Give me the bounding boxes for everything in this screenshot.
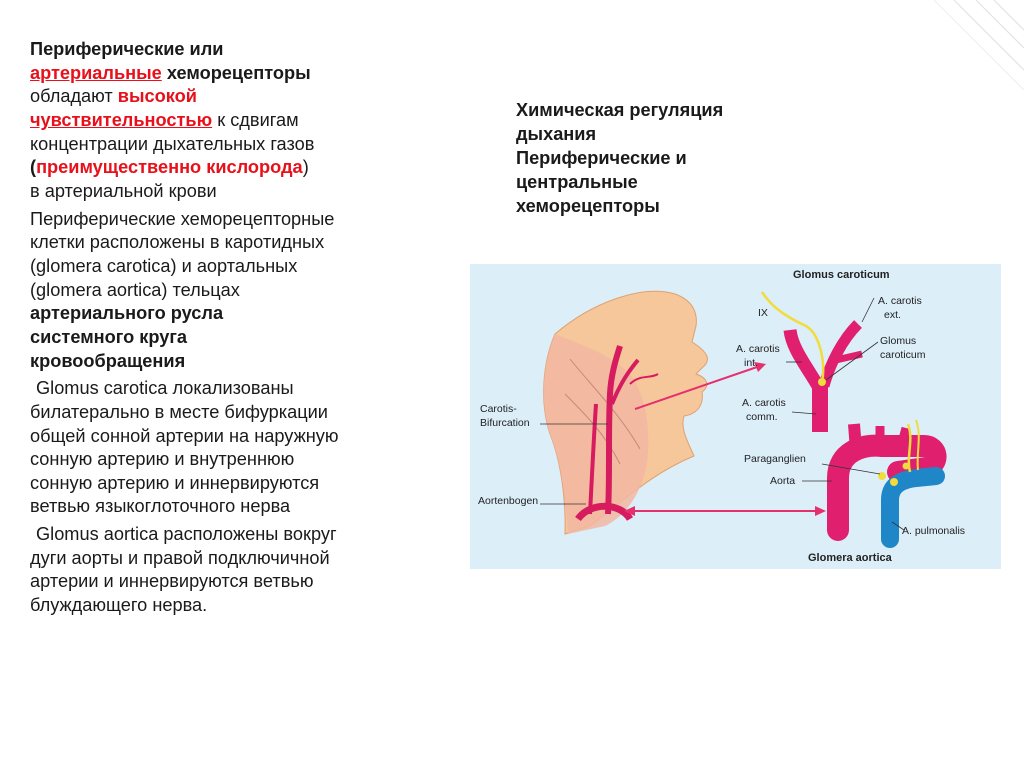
text-line: сонную артерию и иннервируются bbox=[30, 472, 320, 493]
label-a-carotis-comm-2: comm. bbox=[746, 411, 778, 423]
label-a-pulmonalis: A. pulmonalis bbox=[902, 525, 966, 537]
text-line: артериального русла bbox=[30, 303, 224, 324]
text-line: Периферические хеморецепторные bbox=[30, 208, 335, 229]
text-line: концентрации дыхательных газов bbox=[30, 133, 315, 154]
paragraph-location bbox=[30, 208, 460, 374]
text-line: Периферические или bbox=[30, 39, 224, 59]
label-glomus-caroticum-2: caroticum bbox=[880, 349, 926, 361]
label-a-carotis-comm: A. carotis bbox=[742, 397, 786, 409]
paraganglion bbox=[890, 478, 898, 486]
label-glomus-caroticum: Glomus bbox=[880, 335, 917, 347]
brachiocephalic-trunk bbox=[854, 424, 856, 450]
text-line: Glomus aortica расположены вокруг bbox=[36, 524, 337, 545]
label-a-carotis-ext-2: ext. bbox=[884, 309, 901, 321]
paragraph-chemoreceptors bbox=[30, 38, 460, 204]
anatomy-figure bbox=[470, 264, 1001, 569]
text-line: клетки расположены в каротидных bbox=[30, 232, 325, 253]
text-line: (glomera carotica) и аортальных bbox=[30, 255, 298, 276]
label-ix: IX bbox=[758, 307, 768, 319]
text-line: обладают bbox=[30, 86, 118, 107]
internal-carotid-detail bbox=[790, 330, 818, 386]
text-line: (glomera aortica) тельцах bbox=[30, 279, 240, 300]
label-paraganglien: Paraganglien bbox=[744, 453, 806, 465]
text-line: к сдвигам bbox=[212, 109, 299, 130]
paraganglion bbox=[878, 472, 886, 480]
arrow-head bbox=[815, 506, 826, 516]
label-aorta: Aorta bbox=[770, 475, 796, 487]
subclavian-branch bbox=[900, 428, 906, 450]
highlight-high: высокой bbox=[117, 86, 197, 107]
slide-title bbox=[516, 98, 846, 218]
label-glomera-aortica: Glomera aortica bbox=[808, 552, 892, 564]
text-line: блуждающего нерва. bbox=[30, 595, 208, 616]
text-line: кровообращения bbox=[30, 350, 186, 371]
label-carotis-bifurcation: Carotis- bbox=[480, 403, 517, 415]
text-line: сонную артерию и внутреннюю bbox=[30, 449, 295, 470]
text-line: системного круга bbox=[30, 326, 188, 347]
text-line: ветвью языкоглоточного нерва bbox=[30, 496, 291, 517]
text-line: дуги аорты и правой подключичной bbox=[30, 547, 330, 568]
title-line: хеморецепторы bbox=[516, 196, 660, 217]
chemoreceptor-illustration bbox=[470, 264, 1001, 569]
title-line: дыхания bbox=[516, 124, 597, 145]
highlight-arterial: артериальные bbox=[30, 62, 162, 83]
label-a-carotis-int: A. carotis bbox=[736, 343, 780, 355]
glomus-caroticum-body bbox=[818, 378, 826, 386]
corner-decoration bbox=[914, 0, 1024, 120]
title-line: Химическая регуляция bbox=[516, 100, 724, 120]
leader-line bbox=[862, 298, 874, 322]
text-line: ) bbox=[302, 157, 309, 178]
label-carotis-bifurcation-2: Bifurcation bbox=[480, 417, 530, 429]
text-line: Glomus carotica локализованы bbox=[36, 378, 294, 399]
text-line: артерии и иннервируются ветвью bbox=[30, 571, 314, 592]
text-line: общей сонной артерии на наружную bbox=[30, 425, 339, 446]
highlight-oxygen: преимущественно кислорода bbox=[36, 157, 303, 178]
paraganglion bbox=[903, 463, 910, 470]
label-a-carotis-ext: A. carotis bbox=[878, 295, 922, 307]
text-line: ( bbox=[30, 157, 37, 178]
title-line: центральные bbox=[516, 172, 638, 193]
highlight-sensitivity: чувствительностью bbox=[30, 109, 213, 130]
label-glomus-caroticum-title: Glomus caroticum bbox=[793, 269, 890, 281]
text-line: билатерально в месте бифуркации bbox=[30, 401, 328, 422]
text-line: хеморецепторы bbox=[161, 62, 311, 83]
text-line: в артериальной крови bbox=[30, 180, 217, 201]
body-text bbox=[30, 38, 460, 622]
paragraph-glomus-aortica bbox=[30, 523, 460, 618]
paragraph-glomus-carotica bbox=[30, 377, 460, 519]
label-aortenbogen: Aortenbogen bbox=[478, 495, 539, 507]
label-a-carotis-int-2: int. bbox=[744, 357, 759, 369]
title-line: Периферические и bbox=[516, 148, 687, 169]
